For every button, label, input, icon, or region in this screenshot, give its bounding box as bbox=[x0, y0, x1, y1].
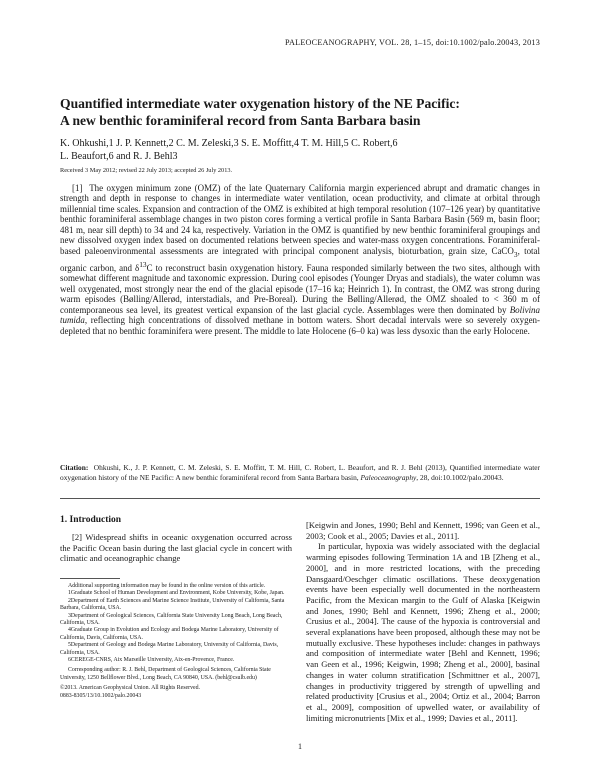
footnote-2: 2Department of Earth Sciences and Marine Science Institute, University of California, Santa Barbara, California, USA. bbox=[60, 597, 285, 612]
intro-paragraph-left: [2] Widespread shifts in oceanic oxygenation occurred across the Pacific Ocean basin during the last glacial cycle in concert with climatic and oceanographic change bbox=[60, 532, 292, 564]
footnote-6: 6CEREGE-CNRS, Aix Marseille University, Aix-en-Provence, France. bbox=[68, 657, 235, 664]
footnote-5: 5Department of Geology and Bodega Marine Laboratory, University of California, Davis, California, USA. bbox=[60, 642, 279, 656]
subscript-3: 3 bbox=[513, 249, 518, 259]
footnotes bbox=[60, 583, 292, 700]
author-list bbox=[60, 137, 520, 163]
authors-line-1: K. Ohkushi,1 J. P. Kennett,2 C. M. Zeleski,3 S. E. Moffitt,4 T. M. Hill,5 C. Robert,6 bbox=[60, 138, 398, 149]
running-head: PALEOCEANOGRAPHY, VOL. 28, 1–15, doi:10.1002/palo.20043, 2013 bbox=[285, 38, 540, 47]
citation-block bbox=[60, 463, 540, 482]
abstract-text-a: The oxygen minimum zone (OMZ) of the late Quaternary California margin experienced abrupt and dramatic changes in strength and depth in response to changes in intermediate water ventilation, ocean productivity, and climate at orbital through millennial time scales. Expansion and contraction of the OMZ is exhibited at high temporal resolution (107–126 year) by quantitative benthic foraminiferal assemblage changes in two piston cores forming a vertical profile in Santa Barbara Basin (569 m, basin floor; 481 m, near sill depth) to 34 and 24 ka, respectively. Variation in the OMZ is quantified by new benthic foraminiferal groupings and new dissolved oxygen index based on documented relations between species and water-mass oxygen concentrations. Foraminiferal-based paleoenvironmental assessments are integrated with principal component analysis, bioturbation, grain size, CaCO bbox=[60, 183, 540, 256]
copyright-notice: ©2013. American Geophysical Union. All Rights Reserved. bbox=[60, 685, 200, 692]
issn-line: 0883-8305/13/10.1002/palo.20043 bbox=[60, 692, 142, 699]
footnote-4: 4Graduate Group in Evolution and Ecology and Bodega Marine Laboratory, University of California, Davis, California, USA. bbox=[60, 627, 279, 641]
citation-journal: Paleoceanography bbox=[360, 472, 417, 482]
abstract-text-e: , reflecting high concentrations of dissolved methane in bottom waters. Short decadal intervals were so severely oxygen-depleted that no benthic foraminifera were present. The middle to late Holocene (6–0 ka) was less dysoxic than the early Holocene. bbox=[60, 315, 540, 336]
introduction-heading: 1. Introduction bbox=[60, 515, 122, 525]
species-name: Bolivina tumida bbox=[60, 304, 540, 326]
abstract bbox=[60, 183, 540, 336]
intro-left-column bbox=[60, 532, 292, 564]
intro-right-column bbox=[306, 520, 540, 723]
footnote-3: 3Department of Geological Sciences, California State University Long Beach, Long Beach, California, USA. bbox=[60, 612, 283, 627]
authors-line-2: L. Beaufort,6 and R. J. Behl3 bbox=[60, 151, 178, 162]
footnote-supporting: Additional supporting information may be found in the online version of this article. bbox=[68, 583, 266, 589]
abstract-text-b: , total organic carbon, and δ bbox=[60, 245, 540, 273]
intro-paragraph-right-1: [Keigwin and Jones, 1990; Behl and Kennett, 1996; van Geen et al., 2003; Cook et al., 2005; Davies et al., 2011]. bbox=[306, 520, 540, 541]
title-line-2: A new benthic foraminiferal record from Santa Barbara basin bbox=[60, 112, 421, 128]
title-line-1: Quantified intermediate water oxygenation history of the NE Pacific: bbox=[60, 96, 460, 111]
paragraph-marker: [1] bbox=[72, 183, 83, 193]
citation-label: Citation: bbox=[60, 463, 89, 472]
citation-text-b: , 28, doi:10.1002/palo.20043. bbox=[416, 472, 504, 482]
superscript-13: 13 bbox=[139, 259, 147, 269]
footnote-divider bbox=[60, 578, 120, 579]
footnote-1: 1Graduate School of Human Development and Environment, Kobe University, Kobe, Japan. bbox=[68, 590, 285, 597]
citation-text-a: Ohkushi, K., J. P. Kennett, C. M. Zeleski, S. E. Moffitt, T. M. Hill, C. Robert, L. Beaufort, and R. J. Behl (2013), Quantified intermediate water oxygenation history of the NE Pacific: A new benthic foraminiferal record from Santa Barbara basin, bbox=[60, 463, 540, 482]
paper-title bbox=[60, 96, 540, 129]
page-number: 1 bbox=[298, 742, 302, 751]
section-divider bbox=[60, 498, 540, 499]
abstract-text-c: C to reconstruct basin oxygenation history. Fauna responded similarly between the two sites, although with somewhat different magnitude and taxonomic expression. During cool episodes (Younger Dryas and stadials), the water column was well oxygenated, most strongly near the end of the glacial episode (17–16 ka; Heinrich 1). In contrast, the OMZ was strong during warm episodes (Bølling/Allerød, interstadials, and Pre-Boreal). During the Bølling/Allerød, the OMZ shoaled to < 360 m of contemporaneous sea level, its greatest vertical expansion of the last glacial cycle. Assemblages were then dominated by bbox=[60, 262, 540, 315]
intro-paragraph-right-2: In particular, hypoxia was widely associated with the deglacial warming episodes following Termination 1A and 1B [Zheng et al., 2000], and in more restricted locations, with the preceding Dansgaard/Oeschger climatic oscillations. These deoxygenation events have been especially well documented in the northeastern Pacific, from the Mexican margin to the Gulf of Alaska [Keigwin and Jones, 1990; Behl and Kennett, 1996; Zheng et al., 2000; Crusius et al., 2004]. The cause of the hypoxia is controversial and several explanations have been proposed, although these may not be mutually exclusive. These hypotheses include: changes in pathways and composition of intermediate water [Behl and Kennett, 1996; van Geen et al., 1996; Keigwin, 1998; Zheng et al., 2000], basinal changes in water column stratification [Schmittner et al., 2007], changes in productivity triggered by strength of upwelling and related productivity [Crusius et al., 2004; Ortiz et al., 2004; Barron et al., 2009], composition of upwelled water, or availability of limiting micronutrients [Mix et al., 1999; Davies et al., 2011]. bbox=[306, 541, 540, 723]
submission-dates: Received 3 May 2012; revised 22 July 2013; accepted 26 July 2013. bbox=[60, 167, 233, 174]
corresponding-author: Corresponding author: R. J. Behl, Department of Geological Sciences, California State University, 1250 Bellflower Blvd., Long Beach, CA 90840, USA. (behl@csulb.edu) bbox=[60, 667, 271, 681]
